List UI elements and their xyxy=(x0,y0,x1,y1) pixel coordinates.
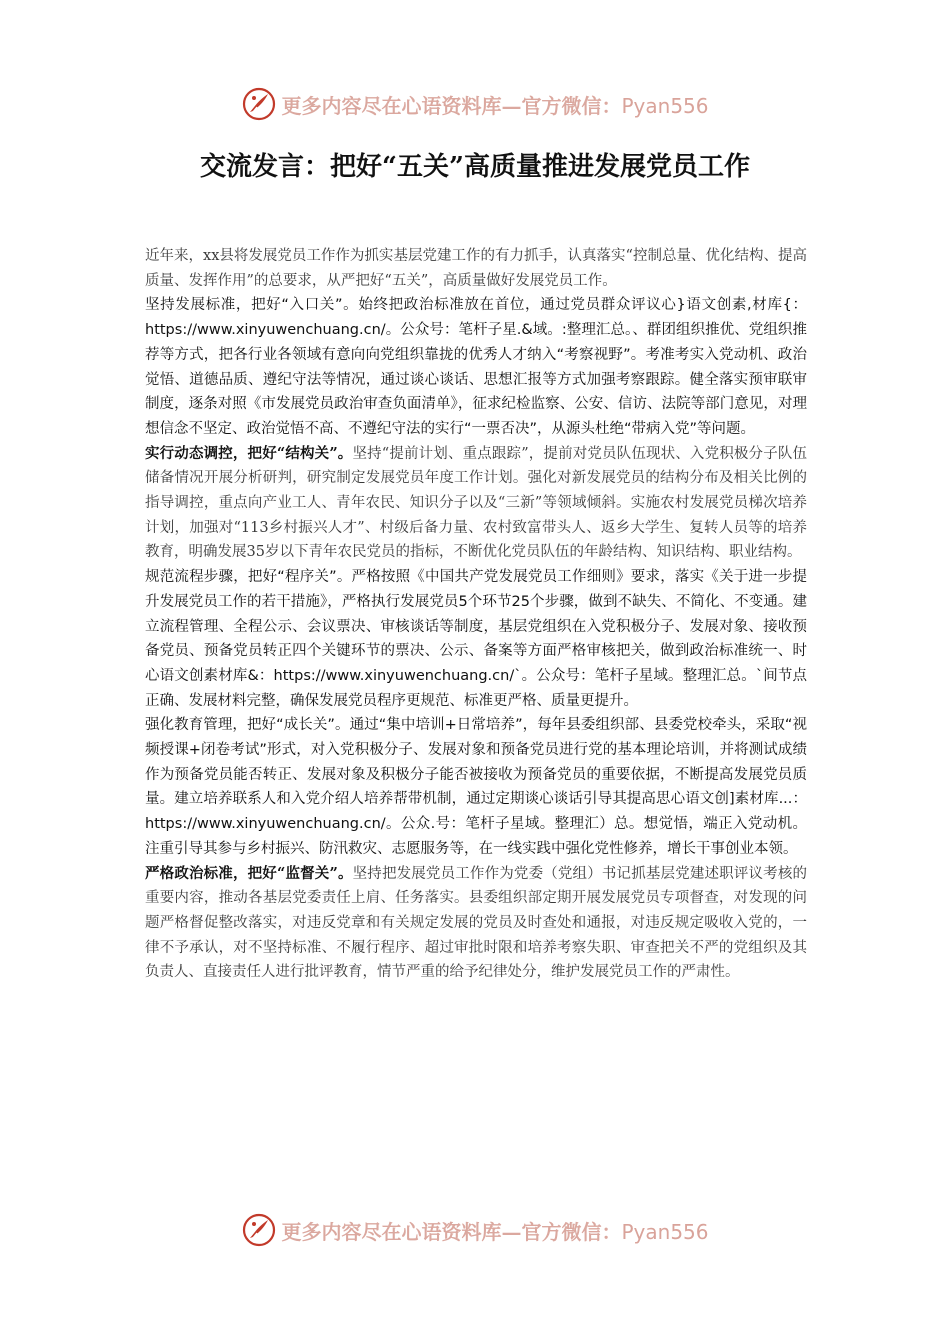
footer-watermark-banner xyxy=(0,1208,950,1252)
paragraph-growth-gate xyxy=(145,713,807,861)
paragraph-body: 近年来，xx县将发展党员工作作为抓实基层党建工作的有力抓手，认真落实“控制总量、优化结构、提高质量、发挥作用”的总要求，从严把好“五关”，高质量做好发展党员工作。 xyxy=(145,248,807,289)
watermark-wechat-id: Pyan556 xyxy=(621,93,709,118)
paragraph-heading: 强化教育管理，把好“成长关”。 xyxy=(145,717,350,734)
paragraph-structure-gate xyxy=(145,442,807,566)
quill-seal-icon xyxy=(241,1212,277,1248)
watermark-text xyxy=(281,90,708,119)
document-title: 交流发言：把好“五关”高质量推进发展党员工作 xyxy=(200,152,750,182)
watermark-text-cn: 更多内容尽在心语资料库—官方微信： xyxy=(281,93,622,118)
paragraph-entry-gate xyxy=(145,293,807,441)
paragraph-heading: 坚持发展标准，把好“入口关”。 xyxy=(145,297,359,314)
paragraph-heading: 实行动态调控，把好“结构关”。 xyxy=(145,444,353,462)
paragraph-body: 坚持把发展党员工作作为党委（党组）书记抓基层党建述职评议考核的重要内容，推动各基层党委责任上肩、任务落实。县委组织部定期开展发展党员专项督查，对发现的问题严格督促整改落实，对违反党章和有关规定发展的党员及时查处和通报，对违反规定吸收入党的，一律不予承认，对不坚持标准、不履行程序、超过审批时限和培养考察失职、审查把关不严的党组织及其负责人、直接责任人进行批评教育，情节严重的给予纪律处分，维护发展党员工作的严肃性。 xyxy=(145,865,807,981)
watermark-text-cn: 更多内容尽在心语资料库—官方微信： xyxy=(281,1219,622,1244)
header-watermark-banner xyxy=(0,82,950,126)
paragraph-body: 通过“集中培训+日常培养”，每年县委组织部、县委党校牵头，采取“视频授课+闭卷考试”形式，对入党积极分子、发展对象和预备党员进行党的基本理论培训，并将测试成绩作为预备党员能否转正、发展对象及积极分子能否被接收为预备党员的重要依据，不断提高发展党员质量。建立培养联系人和入党介绍人培养帮带机制，通过定期谈心谈话引导其提高思心语文创]素材库...：https://www.xinyuwenchuang.cn/。公众.号：笔杆子星域。整理汇）总。想觉悟，端正入党动机。注重引导其参与乡村振兴、防汛救灾、志愿服务等，在一线实践中强化党性修养，增长干事创业本领。 xyxy=(145,717,807,857)
watermark-wechat-id: Pyan556 xyxy=(621,1219,709,1244)
watermark-text xyxy=(281,1216,708,1245)
paragraph-body: 始终把政治标准放在首位，通过党员群众评议心}语文创素,材库{：https://www.xinyuwenchuang.cn/。公众号：笔杆子星.&域。:整理汇总。、群团组织推优、党组织推荐等方式，把各行业各领域有意向向党组织靠拢的优秀人才纳入“考察视野”。考准考实入党动机、政治觉悟、道德品质、遵纪守法等情况，通过谈心谈话、思想汇报等方式加强考察跟踪。健全落实预审联审制度，逐条对照《市发展党员政治审查负面清单》，征求纪检监察、公安、信访、法院等部门意见，对理想信念不坚定、政治觉悟不高、不遵纪守法的实行“一票否决”，从源头杜绝“带病入党”等问题。 xyxy=(145,297,807,437)
paragraph-intro xyxy=(145,244,807,293)
paragraph-body: 严格按照《中国共产党发展党员工作细则》要求，落实《关于进一步提升发展党员工作的若干措施》，严格执行发展党员5个环节25个步骤，做到不缺失、不简化、不变通。建立流程管理、全程公示、会议票决、审核谈话等制度，基层党组织在入党积极分子、发展对象、接收预备党员、预备党员转正四个关键环节的票决、公示、备案等方面严格审核把关，做到政治标准统一、时心语文创素材库&：https://www.xinyuwenchuang.cn/`。公众号：笔杆子星域。整理汇总。`间节点正确、发展材料完整，确保发展党员程序更规范、标准更严格、质量更提升。 xyxy=(145,569,807,709)
quill-seal-icon xyxy=(241,86,277,122)
paragraph-supervision-gate xyxy=(145,862,807,986)
paragraph-procedure-gate xyxy=(145,565,807,713)
document-body xyxy=(145,244,807,985)
paragraph-heading: 规范流程步骤，把好“程序关”。 xyxy=(145,569,352,586)
paragraph-body: 坚持“提前计划、重点跟踪”，提前对党员队伍现状、入党积极分子队伍储备情况开展分析研判，研究制定发展党员年度工作计划。强化对新发展党员的结构分布及相关比例的指导调控，重点向产业工人、青年农民、知识分子以及“三新”等领域倾斜。实施农村发展党员梯次培养计划，加强对“113乡村振兴人才”、村级后备力量、农村致富带头人、返乡大学生、复转人员等的培养教育，明确发展35岁以下青年农民党员的指标，不断优化党员队伍的年龄结构、知识结构、职业结构。 xyxy=(145,445,807,561)
paragraph-heading: 严格政治标准，把好“监督关”。 xyxy=(145,864,353,882)
